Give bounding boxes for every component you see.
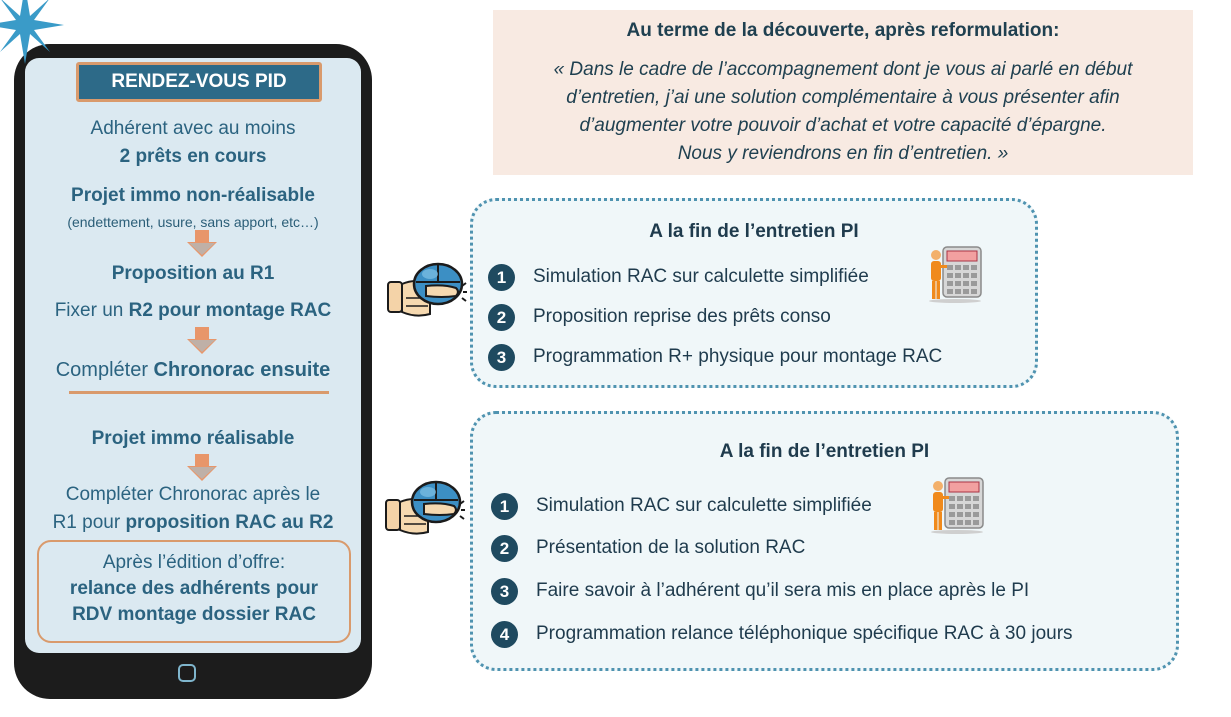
step-text: Simulation RAC sur calculette simplifiée <box>533 266 869 287</box>
step-text: Simulation RAC sur calculette simplifiée <box>536 495 872 516</box>
pointing-hand-icon <box>384 476 466 540</box>
realisable-line1: Compléter Chronorac après le <box>65 484 321 505</box>
adherent-line: Adhérent avec au moins <box>90 118 296 139</box>
completer-bold: Chronorac ensuite <box>153 359 331 381</box>
box2-title: A la fin de l’entretien PI <box>719 441 930 462</box>
phone-frame <box>14 44 372 699</box>
step-number: 3 <box>488 344 515 371</box>
step-3 <box>488 343 942 371</box>
step-1 <box>488 263 869 291</box>
step-number: 1 <box>491 493 518 520</box>
down-arrow-icon <box>185 327 219 355</box>
step-number: 3 <box>491 578 518 605</box>
realisable-line2-prefix: R1 pour <box>52 512 126 533</box>
step-text: Faire savoir à l’adhérent qu’il sera mis en place après le PI <box>536 580 1030 601</box>
step-1 <box>491 492 872 520</box>
star-burst-icon <box>0 0 64 64</box>
fixer-r2-prefix: Fixer un <box>54 300 129 321</box>
non-realisable-detail: (endettement, usure, sans apport, etc…) <box>67 214 319 230</box>
calculator-person-icon <box>927 245 983 303</box>
step-text: Programmation R+ physique pour montage RAC <box>533 346 943 367</box>
step-number: 1 <box>488 264 515 291</box>
quote-box <box>493 10 1193 175</box>
end-of-interview-box-1 <box>470 198 1038 388</box>
pointing-hand-icon <box>386 258 468 322</box>
calculator-person-icon <box>929 476 985 534</box>
step-4 <box>491 620 1073 648</box>
quote-text <box>493 56 1193 168</box>
offer-line2: relance des adhérents pour <box>69 578 319 599</box>
step-number: 2 <box>491 535 518 562</box>
step-2 <box>491 534 805 562</box>
loans-line: 2 prêts en cours <box>119 146 267 167</box>
completer-prefix: Compléter <box>55 359 154 381</box>
quote-line: d’augmenter votre pouvoir d’achat et votre capacité d’épargne. <box>579 115 1107 136</box>
step-3 <box>491 577 1029 605</box>
fixer-r2-line <box>25 298 361 324</box>
fixer-r2-bold: R2 pour montage RAC <box>128 300 332 321</box>
quote-line: Nous y reviendrons en fin d’entretien. » <box>677 143 1009 164</box>
down-arrow-icon <box>185 230 219 258</box>
completer-chronorac-line <box>25 357 361 383</box>
step-text: Programmation relance téléphonique spécifique RAC à 30 jours <box>536 623 1073 644</box>
phone-screen <box>25 58 361 653</box>
down-arrow-icon <box>185 454 219 482</box>
section-divider <box>69 391 329 394</box>
non-realisable-heading: Projet immo non-réalisable <box>71 185 315 206</box>
realisable-line2-bold: proposition RAC au R2 <box>125 512 334 533</box>
offer-line1: Après l’édition d’offre: <box>102 552 286 573</box>
offer-line3: RDV montage dossier RAC <box>72 604 316 625</box>
realisable-line2 <box>25 510 361 536</box>
step-text: Présentation de la solution RAC <box>536 537 806 558</box>
box1-title: A la fin de l’entretien PI <box>649 221 859 242</box>
proposition-r1: Proposition au R1 <box>111 263 275 284</box>
step-number: 4 <box>491 621 518 648</box>
step-number: 2 <box>488 304 515 331</box>
quote-line: « Dans le cadre de l’accompagnement dont je vous ai parlé en début <box>553 59 1133 80</box>
quote-heading: Au terme de la découverte, après reformulation: <box>626 20 1060 41</box>
step-text: Proposition reprise des prêts conso <box>533 306 831 327</box>
end-of-interview-box-2 <box>470 411 1179 671</box>
realisable-heading: Projet immo réalisable <box>91 428 295 449</box>
step-2 <box>488 303 831 331</box>
home-button-icon <box>178 664 196 682</box>
quote-line: d’entretien, j’ai une solution complémentaire à vous présenter afin <box>566 87 1120 108</box>
offer-box <box>37 540 351 643</box>
pid-title: RENDEZ-VOUS PID <box>76 62 322 102</box>
